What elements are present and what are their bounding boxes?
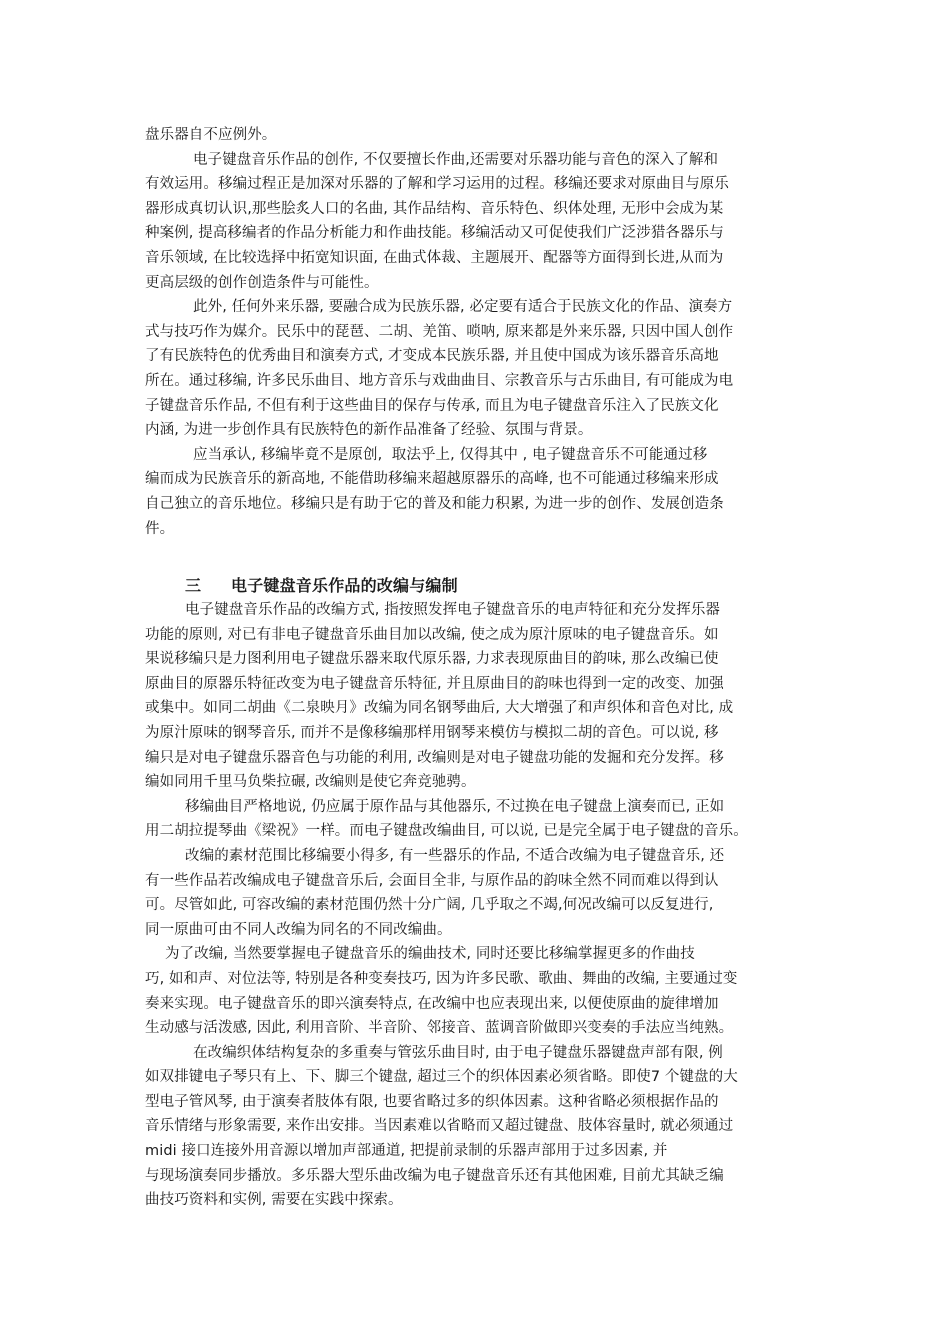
text-line: 为了改编, 当然要掌握电子键盘音乐的编曲技术, 同时还要比移编掌握更多的作曲技: [165, 946, 695, 963]
text-line: 生动感与活泼感, 因此, 利用音阶、半音阶、邻接音、蓝调音阶做即兴变奏的手法应当纯熟。: [145, 1020, 734, 1037]
text-line: 编而成为民族音乐的新高地, 不能借助移编来超越原器乐的高峰, 也不可能通过移编来形成: [145, 471, 719, 488]
text-line: 巧, 如和声、对位法等, 特别是各种变奏技巧, 因为许多民歌、歌曲、舞曲的改编, 主要通过变: [145, 970, 738, 987]
text-line: 为原汁原味的钢琴音乐, 而并不是像移编那样用钢琴来模仿与模拟二胡的音色。可以说, 移: [145, 724, 719, 741]
text-line: 在改编织体结构复杂的多重奏与管弦乐曲目时, 由于电子键盘乐器键盘声部有限, 例: [193, 1044, 723, 1061]
section-title: 电子键盘音乐作品的改编与编制: [231, 576, 458, 595]
text-line: 编只是对电子键盘乐器音色与功能的利用, 改编则是对电子键盘功能的发掘和充分发挥。移: [145, 749, 724, 766]
text-line: 盘乐器自不应例外。: [145, 127, 277, 143]
text-line: 曲技巧资料和实例, 需要在实践中探索。: [145, 1192, 403, 1209]
text-line: 应当承认, 移编毕竟不是原创, 󠄀 取法乎上, 仅得其中 , 电子键盘音乐不可能通过移: [193, 446, 708, 463]
text-line: 有一些作品若改编成电子键盘音乐后, 会面目全非, 与原作品的韵味全然不同而难以得到认: [145, 872, 719, 889]
text-line: 同一原曲可由不同人改编为同名的不同改编曲。: [145, 921, 452, 938]
text-line: 音乐情绪与形象需要, 来作出安排。当因素难以省略而又超过键盘、肢体容量时, 就必须通过: [145, 1118, 734, 1135]
text-line: 或集中。如同二胡曲《二泉映月》改编为同名钢琴曲后, 大大增强了和声织体和音色对比, 成: [145, 700, 734, 717]
text-line: 如双排键电子琴只有上、下、脚三个键盘, 超过三个的织体因素必须省略。即使7 个键盘的大: [145, 1069, 738, 1086]
text-line: 果说移编只是力图利用电子键盘乐器来取代原乐器, 力求表现原曲目的韵味, 那么改编已使: [145, 651, 719, 668]
text-line: 内涵, 为进一步创作具有民族特色的新作品准备了经验、氛围与背景。: [145, 422, 593, 439]
text-line: 与现场演奏同步播放。多乐器大型乐曲改编为电子键盘音乐还有其他困难, 目前尤其缺乏编: [145, 1167, 724, 1184]
text-line: 器形成真切认识,那些脍炙人口的名曲, 其作品结构、音乐特色、织体处理, 无形中会成为某: [145, 200, 724, 217]
body-text-block-1: [145, 123, 813, 541]
text-line: 更高层级的创作创造条件与可能性。: [145, 274, 379, 291]
text-line: midi 接口连接外用音源以增加声部通道, 把提前录制的乐器声部用于过多因素, 并: [145, 1143, 668, 1160]
text-line: 有效运用。移编过程正是加深对乐器的了解和学习运用的过程。移编还要求对原曲目与原乐: [145, 176, 729, 193]
text-line: 功能的原则, 对已有非电子键盘音乐曲目加以改编, 使之成为原汁原味的电子键盘音乐。如: [145, 626, 719, 643]
body-text-block-2: [145, 598, 813, 1213]
text-line: 移编曲目严格地说, 仍应属于原作品与其他器乐, 不过换在电子键盘上演奏而已, 正如: [185, 798, 725, 815]
text-line: 电子键盘音乐作品的改编方式, 指按照发挥电子键盘音乐的电声特征和充分发挥乐器: [185, 602, 721, 618]
section-heading: [185, 573, 458, 596]
text-line: 所在。通过移编, 许多民乐曲目、地方音乐与戏曲曲目、宗教音乐与古乐曲目, 有可能成为电: [145, 372, 734, 389]
text-line: 电子键盘音乐作品的创作, 不仅要擅长作曲,还需要对乐器功能与音色的深入了解和: [193, 151, 719, 168]
text-line: 了有民族特色的优秀曲目和演奏方式, 才变成本民族乐器, 并且使中国成为该乐器音乐高地: [145, 348, 719, 365]
text-line: 用二胡拉提琴曲《梁祝》一样。而电子键盘改编曲目, 可以说, 已是完全属于电子键盘的音乐。: [145, 823, 748, 840]
text-line: 此外, 任何外来乐器, 要融合成为民族乐器, 必定要有适合于民族文化的作品、演奏方: [193, 299, 733, 316]
section-number: 三: [185, 576, 202, 595]
text-line: 子键盘音乐作品, 不但有利于这些曲目的保存与传承, 而且为电子键盘音乐注入了民族文化: [145, 397, 719, 414]
text-line: 可。尽管如此, 可容改编的素材范围仍然十分广阔, 几乎取之不竭,何况改编可以反复进行,: [145, 897, 714, 914]
text-line: 编如同用千里马负柴拉碾, 改编则是使它奔竞驰骋。: [145, 774, 476, 791]
text-line: 音乐领域, 在比较选择中拓宽知识面, 在曲式体裁、主题展开、配器等方面得到长进,从而为: [145, 249, 724, 266]
text-line: 式与技巧作为媒介。民乐中的琵琶、二胡、羌笛、唢呐, 原来都是外来乐器, 只因中国人创作: [145, 323, 734, 340]
text-line: 自己独立的音乐地位。移编只是有助于它的普及和能力积累, 为进一步的创作、发展创造条: [145, 495, 724, 512]
text-line: 种案例, 提高移编者的作品分析能力和作曲技能。移编活动又可促使我们广泛涉猎各器乐与: [145, 225, 724, 242]
text-line: 原曲目的原器乐特征改变为电子键盘音乐特征, 并且原曲目的韵味也得到一定的改变、加强: [145, 675, 724, 692]
text-line: 型电子管风琴, 由于演奏者肢体有限, 也要省略过多的织体因素。这种省略必须根据作品的: [145, 1093, 719, 1110]
text-line: 改编的素材范围比移编要小得多, 有一些器乐的作品, 不适合改编为电子键盘音乐, 还: [185, 847, 725, 864]
text-line: 件。: [145, 520, 175, 537]
text-line: 奏来实现。电子键盘音乐的即兴演奏特点, 在改编中也应表现出来, 以便使原曲的旋律增加: [145, 995, 719, 1012]
